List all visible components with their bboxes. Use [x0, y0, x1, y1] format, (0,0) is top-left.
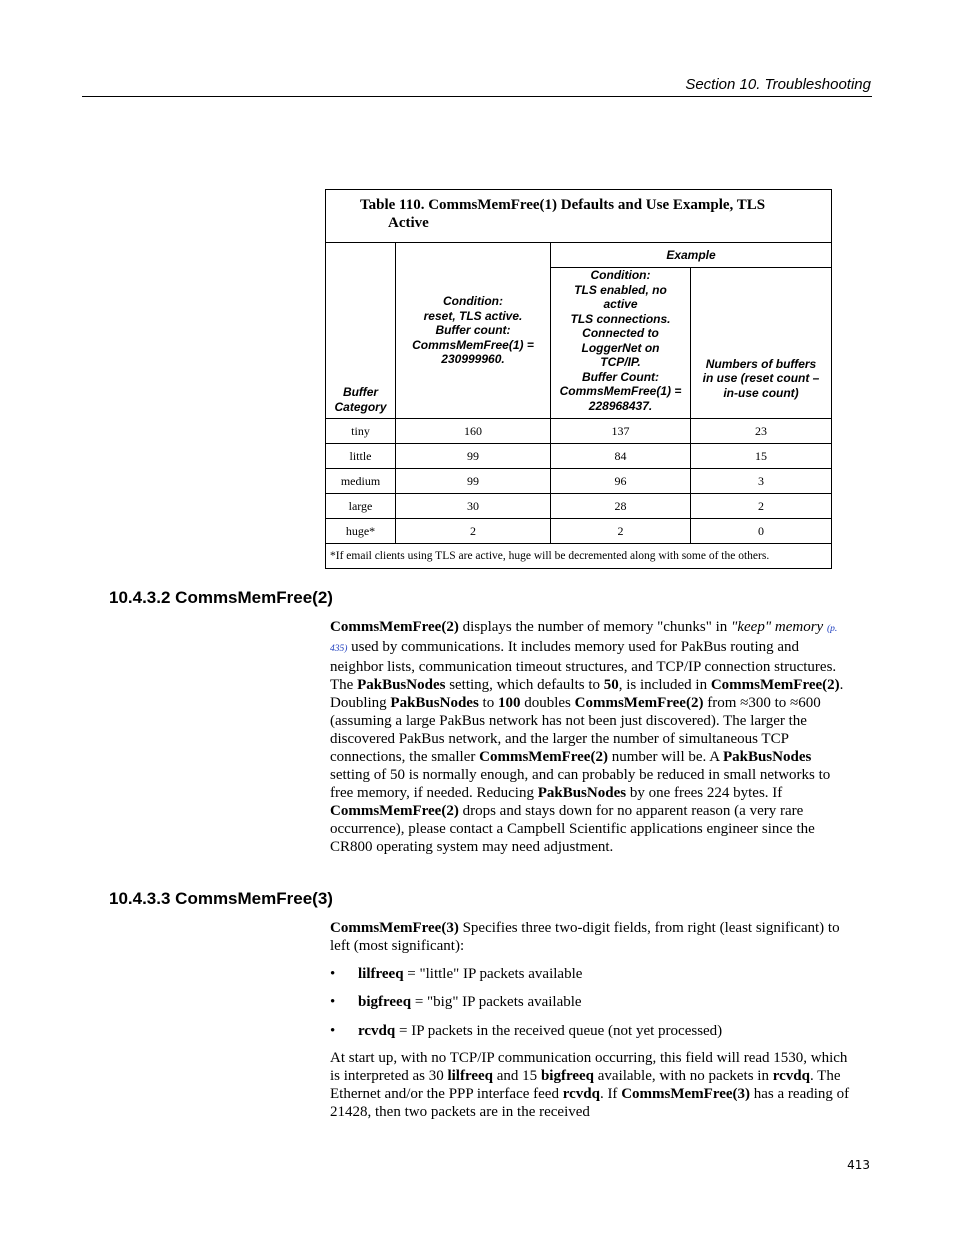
header-example: Example [551, 243, 832, 268]
table-cell: 30 [396, 494, 551, 519]
bullet-icon: • [330, 1023, 336, 1039]
header-tls-condition: Condition: TLS enabled, no active TLS connections. Connected to LoggerNet on TCP/IP. Buffer Count: CommsMemFree(1) = 228968437. [551, 268, 691, 419]
table-cell: 137 [551, 419, 691, 444]
bullet-icon: • [330, 966, 336, 982]
table-cell: 23 [691, 419, 832, 444]
table-cell: 99 [396, 444, 551, 469]
section-heading-commsmemfree3: 10.4.3.3 CommsMemFree(3) [109, 889, 333, 908]
bullet-icon: • [330, 994, 336, 1010]
table-cell: 15 [691, 444, 832, 469]
table-cell: 3 [691, 469, 832, 494]
running-header: Section 10. Troubleshooting [685, 76, 871, 93]
table-cell: huge* [326, 519, 396, 544]
header-reset-condition: Condition: reset, TLS active. Buffer count: CommsMemFree(1) = 230999960. [396, 243, 551, 419]
table-cell: 28 [551, 494, 691, 519]
page-number: 413 [847, 1158, 870, 1172]
table-row [326, 494, 832, 519]
table-footnote: *If email clients using TLS are active, huge will be decremented along with some of the others. [326, 544, 832, 569]
commsmemfree3-paragraph: At start up, with no TCP/IP communication occurring, this field will read 1530, which is interpreted as 30 lilfreeq and 15 bigfreeq available, with no packets in rcvdq. The Ethernet and/or the PPP interface feed rcvdq. If CommsMemFree(3) has a reading of 21428, then two packets are in the received [330, 1050, 850, 1120]
table-cell: tiny [326, 419, 396, 444]
header-rule [82, 96, 872, 97]
table-cell: 2 [396, 519, 551, 544]
page-reference-link[interactable]: (p. 435) [330, 624, 838, 654]
table-cell: 2 [551, 519, 691, 544]
table-cell: little [326, 444, 396, 469]
header-buffers-in-use: Numbers of buffers in use (reset count – in-use count) [691, 268, 832, 419]
table-caption-row [326, 190, 832, 243]
header-buffer-category: Buffer Category [326, 243, 396, 419]
list-item: • rcvdq = IP packets in the received queue (not yet processed) [330, 1023, 723, 1039]
table-caption-line2: Active [388, 215, 429, 231]
table-cell: medium [326, 469, 396, 494]
table-row [326, 419, 832, 444]
table-cell: large [326, 494, 396, 519]
table-cell: 2 [691, 494, 832, 519]
table-row [326, 469, 832, 494]
table-footnote-row [326, 544, 832, 569]
defaults-table [325, 189, 832, 569]
table-cell: 0 [691, 519, 832, 544]
table-cell: 96 [551, 469, 691, 494]
section-heading-commsmemfree2: 10.4.3.2 CommsMemFree(2) [109, 588, 333, 607]
commsmemfree3-intro: CommsMemFree(3) Specifies three two-digit fields, from right (least significant) to left (most significant): [330, 920, 840, 954]
table-row [326, 519, 832, 544]
table-cell: 99 [396, 469, 551, 494]
table-header-row-1 [326, 243, 832, 268]
table-caption-line1: Table 110. CommsMemFree(1) Defaults and Use Example, TLS [360, 197, 766, 213]
table-cell: 160 [396, 419, 551, 444]
table-caption [326, 190, 832, 243]
list-item: • lilfreeq = "little" IP packets available [330, 966, 583, 982]
commsmemfree2-paragraph: CommsMemFree(2) displays the number of memory "chunks" in "keep" memory (p. 435) used by communications. It includes memory used for PakBus routing and neighbor lists, communication timeout structures, and TCP/IP connection structures. The PakBusNodes setting, which defaults to 50, is included in CommsMemFree(2). Doubling PakBusNodes to 100 doubles CommsMemFree(2) from ≈300 to ≈600 (assuming a large PakBus network has not been just discovered). The larger the discovered PakBus network, and the larger the number of simultaneous TCP connections, the smaller CommsMemFree(2) number will be. A PakBusNodes setting of 50 is normally enough, and can probably be reduced in small networks to free memory, if needed. Reducing PakBusNodes by one frees 224 bytes. If CommsMemFree(2) drops and stays down for no apparent reason (a very rare occurrence), please contact a Campbell Scientific applications engineer since the CR800 operating system may need adjustment. [330, 619, 844, 855]
table-row [326, 444, 832, 469]
table-cell: 84 [551, 444, 691, 469]
list-item: • bigfreeq = "big" IP packets available [330, 994, 582, 1010]
